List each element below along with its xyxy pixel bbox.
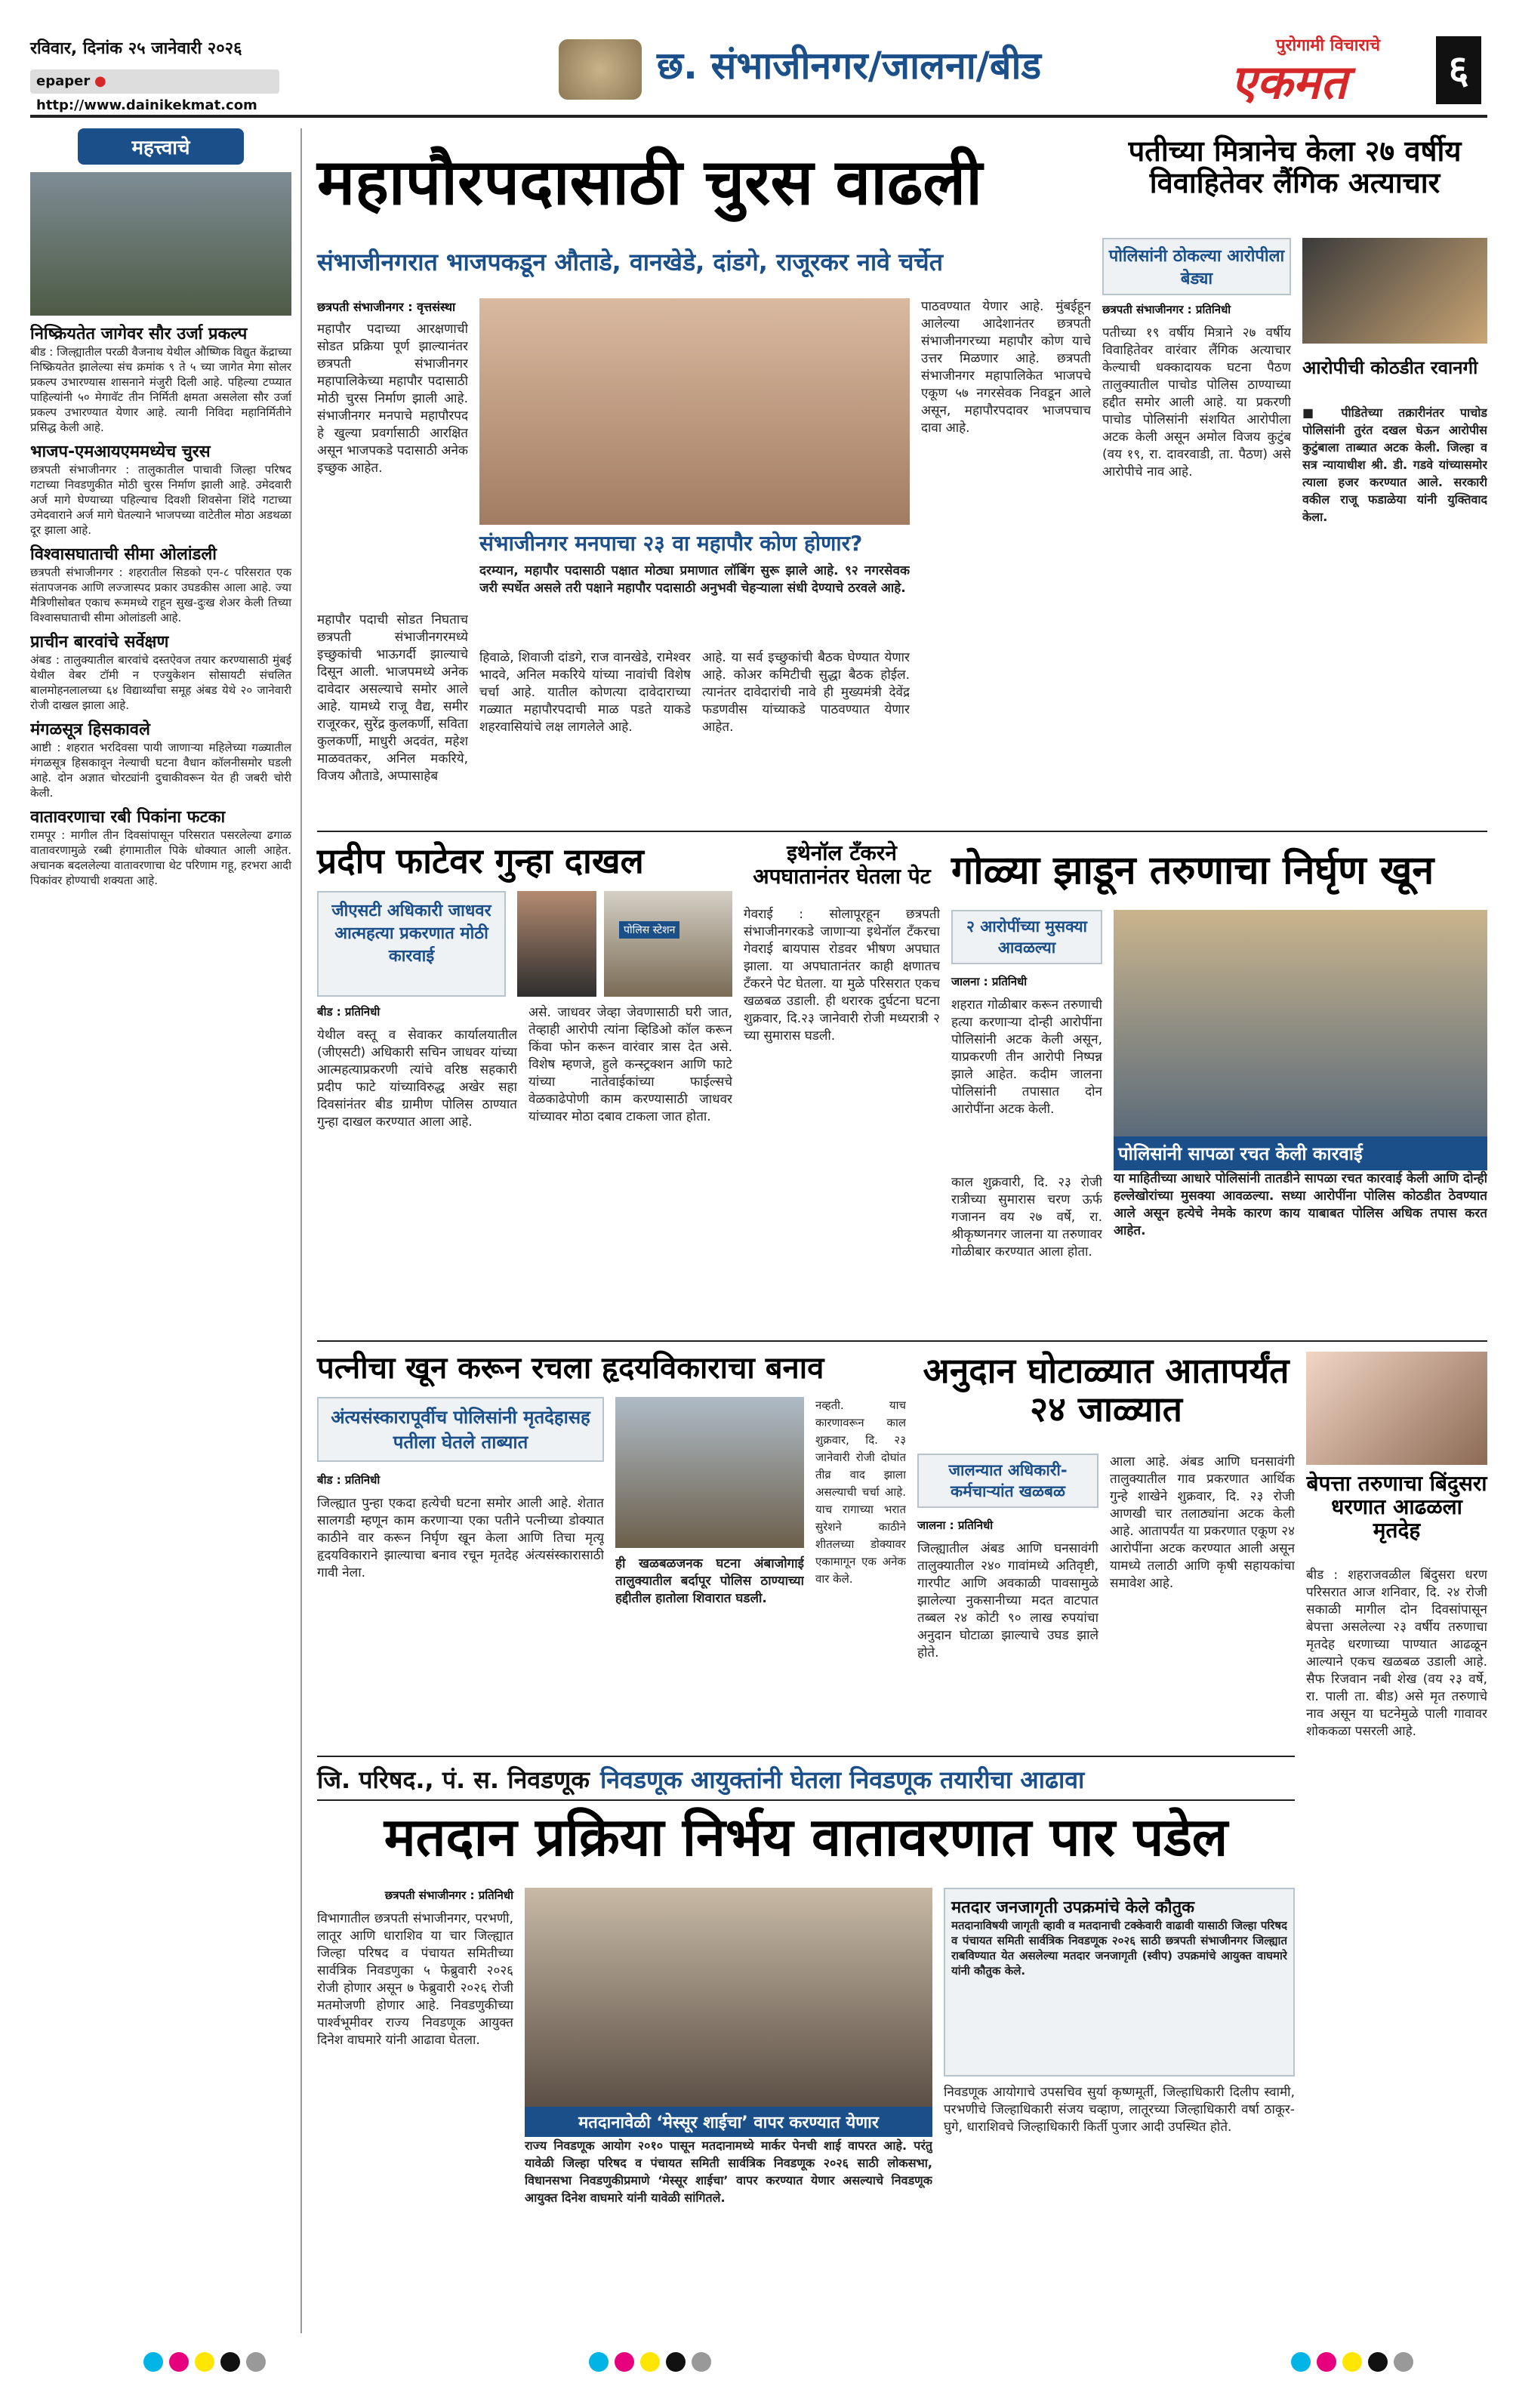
custody-body: ■ पीडितेच्या तक्रारीनंतर पाचोड पोलिसांनी तुरंत दखल घेऊन आरोपीस कुटुंबाला ताब्यात अटक केली. जिल्हा व सत्र न्यायाधीश श्री. डी. गडवे यांच्यासमोर त्याला हजर करण्यात आले. सरकारी वकील राजू फडाळेया यांनी युक्तिवाद केला.: [1302, 405, 1487, 524]
awareness-box: [944, 1888, 1295, 2077]
story-head: मंगळसूत्र हिसकावले: [30, 720, 150, 739]
cyan-dot: [1291, 2352, 1311, 2372]
cyan-dot: [589, 2352, 609, 2372]
story-body: बीड : जिल्ह्यातील परळी वैजनाथ येथील औष्णिक विद्युत केंद्राच्या निष्क्रियतेत झालेल्या संच क्रमांक ९ ते ५ च्या जागेत मेगा सोलर प्रकल्प उभारण्यास शासनाने मंजुरी दिली आहे. पहिल्या टप्प्यात पाहिल्यांनी ५० मेगावॅट तीन निर्मिती क्षमता असलेला सौर उर्जा प्रकल्प उभारण्यात येणार आहे. त्यानी निविदा महानिर्मितीने प्रसिद्ध केली आहे.: [30, 345, 291, 434]
election-dateline: छत्रपती संभाजीनगर : प्रतिनिधी: [384, 1888, 513, 1902]
cyan-dot: [143, 2352, 163, 2372]
sidebar: [30, 128, 302, 2333]
fate-dateline: बीड : प्रतिनिधी: [317, 1005, 381, 1019]
assault-body: पतीच्या १९ वर्षीय मित्राने २७ वर्षीय विवाहितेवर वारंवार लैंगिक अत्याचार केल्याची धक्कादायक घटना पैठण तालुक्यातील पाचोड पोलिस ठाण्याच्या हद्दीत समोर आली आहे. या प्रकरणी पाचोड पोलिसांनी संशयित आरोपीला अटक केली असून अमोल विजय कुटुंब (वय १९, रा. दावरवाडी, ता. पैठण) असे आरोपीचे नाव आहे.: [1102, 325, 1291, 479]
murder-tag: २ आरोपींच्या मुसक्या आवळल्या: [951, 910, 1102, 964]
divider: [317, 1340, 1487, 1342]
lead-body-5: पाठवण्यात येणार आहे. मुंबईहून आलेल्या आदेशानंतर छत्रपती संभाजीनगरच्या महापौर कोण याचे उत्तर मिळणार आहे. छत्रपती संभाजीनगर महापालिकेत भाजपचे एकूण ५७ नगरसेवक निवडून आले असून, महापौरपदावर भाजपचाच दावा आहे.: [921, 299, 1091, 436]
ink-caption: मतदानावेळी ‘मेस्सूर शाईचा’ वापर करण्यात येणार: [525, 2107, 932, 2137]
wife-murder-tag: अंत्यसंस्कारापूर्वीच पोलिसांनी मृतदेहासह पतीला घेतले ताब्यात: [317, 1397, 604, 1462]
election-body-2: निवडणूक आयोगाचे उपसचिव सुर्या कृष्णमूर्ती, जिल्हाधिकारी दिलीप स्वामी, परभणीचे जिल्हाधिकारी संजय चव्हाण, लातूरच्या जिल्हाधिकारी वर्षा ठाकूर-घुगे, धाराशिवचे जिल्हाधिकारी किर्ती पुजार आदी उपस्थित होते.: [944, 2085, 1295, 2135]
gray-dot: [246, 2352, 266, 2372]
sidebar-story: [30, 542, 291, 625]
dam-headline: बेपत्ता तरुणाचा बिंदुसरा धरणात आढळला मृतदेह: [1306, 1471, 1487, 1543]
lead-photo-caption: संभाजीनगर मनपाचा २३ वा महापौर कोण होणार?: [479, 531, 863, 556]
black-dot: [220, 2352, 240, 2372]
ethanol-headline: इथेनॉल टँकरने अपघातानंतर घेतला पेट: [753, 840, 931, 889]
site-url[interactable]: http://www.dainikekmat.com: [36, 97, 257, 113]
lead-body-1: महापौर पदाच्या आरक्षणाची सोडत प्रक्रिया पूर्ण झाल्यानंतर छत्रपती संभाजीनगर महापालिकेच्या महापौर पदासाठी मोठी चुरस निर्माण झाली आहे. संभाजीनगर मनपाचे महापौरपद हे खुल्या प्रवर्गासाठी आरक्षित असून भाजपकडे पदासाठी अनेक इच्छुक आहेत.: [317, 322, 468, 476]
wife-murder-headline: पत्नीचा खून करून रचला हृदयविकाराचा बनाव: [317, 1351, 824, 1386]
sidebar-story: [30, 630, 291, 713]
lead-deck: संभाजीनगरात भाजपकडून औताडे, वानखेडे, दांडगे, राजूरकर नावे चर्चेत: [317, 248, 943, 276]
subsidy-headline: अनुदान घोटाळ्यात आतापर्यंत २४ जाळ्यात: [923, 1350, 1290, 1429]
globe-icon: ●: [94, 73, 106, 89]
review-meeting-photo: [525, 1888, 932, 2107]
sidebar-story: [30, 805, 291, 888]
body-illustration: [1306, 1352, 1487, 1465]
yellow-dot: [195, 2352, 214, 2372]
wife-murder-body: जिल्ह्यात पुन्हा एकदा हत्येची घटना समोर आली आहे. शेतात सालगडी म्हणून काम करणाऱ्या एका पतीने पत्नीच्या डोक्यात काठीने वार करून निर्घृण खून केला आणि तिचा मृत्यू हृदयविकाराने झाल्याचा बनाव रचून मृतदेह अंत्यसंस्कारासाठी गावी नेला.: [317, 1496, 604, 1580]
arrest-caption: पोलिसांनी सापळा रचत केली कारवाई: [1114, 1136, 1487, 1170]
election-headline: मतदान प्रक्रिया निर्भय वातावरणात पार पडेल: [384, 1806, 1228, 1868]
lead-body-2: महापौर पदाची सोडत निघताच छत्रपती संभाजीनगरमध्ये इच्छुकांची भाऊगर्दी झाल्याचे दिसून आली. भाजपमध्ये अनेक दावेदार असल्याचे समोर आले आहे. यामध्ये राजू वैद्य, समीर राजूरकर, सुरेंद्र कुलकर्णी, सविता कुलकर्णी, माधुरी अदवंत, महेश माळवतकर, अनिल मकरिये, विजय औताडे, अप्पासाहेब: [317, 612, 468, 784]
awareness-head: मतदार जनजागृती उपक्रमांचे केले कौतुक: [951, 1898, 1195, 1917]
fate-headline: प्रदीप फाटेवर गुन्हा दाखल: [317, 840, 644, 881]
brand-tagline: पुरोगामी विचाराचे: [1276, 36, 1381, 55]
story-body: छत्रपती संभाजीनगर : तालुकातील पाचावी जिल्हा परिषद गटाच्या निवडणुकीत मोठी चुरस निर्माण झाली आहे. उमेदवारी अर्ज मागे घेण्याच्या पहिल्याच दिवशी शिवसेना शिंदे गटाच्या उमेदवाराने अर्ज मागे घेतल्याने भाजपच्या वाटेतील मोठा अडथळा दूर झाला आहे.: [30, 463, 291, 537]
murder-body: शहरात गोळीबार करून तरुणाची हत्या करणाऱ्या दोन्ही आरोपींना पोलिसांनी अटक केली असून, याप्रकरणी तीन आरोपी निष्पन्न झाले आहेत. कदीम जालना पोलिसांनी तपासात दोन आरोपींना अटक केली.: [951, 997, 1102, 1117]
section-title: छ. संभाजीनगर/जालना/बीड: [657, 44, 1042, 88]
municipal-building-photo: [479, 298, 910, 525]
story-head: प्राचीन बारवांचे सर्वेक्षण: [30, 633, 169, 652]
murder-body-2: काल शुक्रवारी, दि. २३ रोजी रात्रीच्या सुमारास चरण ऊर्फ गजानन वय २७ वर्षे, रा. श्रीकृष्णनगर जालना या तरुणावर गोळीबार करण्यात आला होता.: [951, 1175, 1102, 1259]
station-signboard: पोलिस स्टेशन: [619, 921, 679, 939]
story-head: विश्वासघाताची सीमा ओलांडली: [30, 545, 217, 564]
wife-murder-dateline: बीड : प्रतिनिधी: [317, 1473, 381, 1487]
assault-tag: पोलिसांनी ठोकल्या आरोपीला बेड्या: [1102, 238, 1291, 295]
solar-plant-photo: [30, 172, 291, 316]
story-body: रामपूर : मागील तीन दिवसांपासून परिसरात पसरलेल्या ढगाळ वातावरणामुळे रब्बी हंगामातील पिके धोक्यात आली आहेत. अचानक बदललेल्या वातावरणाचा थेट परिणाम गहू, हरभरा आदी पिकांवर होण्याची शक्यता आहे.: [30, 828, 291, 887]
murder-headline: गोळ्या झाडून तरुणाचा निर्घृण खून: [951, 848, 1434, 893]
story-body: अंबड : तालुक्यातील बारवांचे दस्तऐवज तयार करण्यासाठी मुंबई येथील वेबर टॉमी न एज्युकेशन सोसायटी संचलित बालमोहनलालच्या ६४ विद्यार्थ्यांचा समूह अंबड येथे २० जानेवारी रोजी दाखल झाला आहे.: [30, 653, 291, 712]
murder-dateline: जालना : प्रतिनिधी: [951, 975, 1028, 988]
lead-body-4: आहे. या सर्व इच्छुकांची बैठक घेण्यात येणार आहे. कोअर कमिटीची सुद्धा बैठक होईल. त्यानंतर दावेदारांची नावे ही मुख्यमंत्री देवेंद्र फडणवीस यांच्याकडे पाठवण्यात येणार आहेत.: [702, 650, 910, 735]
subsidy-tag: जालन्यात अधिकारी-कर्मचाऱ्यांत खळबळ: [917, 1454, 1098, 1508]
story-body: आष्टी : शहरात भरदिवसा पायी जाणाऱ्या महिलेच्या गळ्यातील मंगळसूत्र हिसकावून नेल्याची घटना वैधान कॉलनीसमोर घडली आहे. दोन अज्ञात चोरट्यांनी दुचाकीवरून येत ही जबरी चोरी केली.: [30, 741, 291, 800]
election-banner-right: निवडणूक आयुक्तांनी घेतला निवडणूक तयारीचा आढावा: [600, 1765, 1085, 1794]
fate-body: येथील वस्तू व सेवाकर कार्यालयातील (जीएसटी) अधिकारी सचिन जाधवर यांच्या आत्महत्याप्रकरणी त्यांचे वरिष्ठ सहकारी प्रदीप फाटे यांच्याविरुद्ध अखेर सहा दिवसांनंतर बीड ग्रामीण पोलिस ठाण्यात गुन्हा दाखल करण्यात आला आहे.: [317, 1028, 517, 1130]
ink-caption-body: राज्य निवडणूक आयोग २०१० पासून मतदानामध्ये मार्कर पेनची शाई वापरत आहे. परंतु यावेळी जिल्हा परिषद व पंचायत समिती सार्वत्रिक निवडणूक २०२६ साठी लोकसभा, विधानसभा निवडणुकीप्रमाणे ‘मेस्सूर शाईचा’ वापर करण्यात येणार असल्याचे निवडणूक आयुक्त दिनेश वाघमारे यांनी यावेळी सांगितले.: [525, 2138, 932, 2205]
wife-murder-body-2: नव्हती. याच कारणावरून काल शुक्रवार, दि. २३ जानेवारी रोजी दोघांत तीव्र वाद झाला असल्याची चर्चा आहे. याच रागाच्या भरात सुरेशने काठीने शीतलच्या डोक्यावर एकामागून एक अनेक वार केले.: [815, 1398, 906, 1586]
sidebar-story: [30, 322, 291, 435]
magenta-dot: [615, 2352, 634, 2372]
story-body: छत्रपती संभाजीनगर : शहरातील सिडको एन-८ परिसरात एक संतापजनक आणि लज्जास्पद प्रकार उघडकीस आला आहे. ज्या मैत्रिणीसोबत एकाच रूममध्ये राहून सुख-दुःख शेअर केली तिच्या विश्वासघाताची सीमा ओलांडली आहे.: [30, 566, 291, 624]
sidebar-label: महत्त्वाचे: [78, 128, 244, 165]
gray-dot: [692, 2352, 711, 2372]
subsidy-body-2: आला आहे. अंबड आणि घनसावंगी तालुक्यातील गाव प्रकरणात आर्थिक गुन्हे शाखेने शुक्रवार, दि. २३ रोजी आणखी चार तलाठ्यांना अटक केली आहे. आतापर्यंत या प्रकरणात एकूण २४ आरोपींना अटक करण्यात आली असून यामध्ये तलाठी आणि कृषी सहायकांचा समावेश आहे.: [1110, 1454, 1295, 1591]
election-body: विभागातील छत्रपती संभाजीनगर, परभणी, लातूर आणि धाराशिव या चार जिल्ह्यात जिल्हा परिषद व पंचायत समितीच्या सार्वत्रिक निवडणुका ५ फेब्रुवारी २०२६ रोजी होणार असून ७ फेब्रुवारी २०२६ रोजी मतमोजणी होणार आहे. निवडणुकीच्या पार्श्वभूमीवर राज्य निवडणूक आयुक्त दिनेश वाघमारे यांनी आढावा घेतला.: [317, 1911, 513, 2048]
crime-scene-photo: [615, 1397, 804, 1548]
crime-scene-caption: ही खळबळजनक घटना अंबाजोगाई तालुक्यातील बर्दापूर पोलिस ठाण्याच्या हद्दीतील हातोला शिवारात घडली.: [615, 1556, 804, 1606]
magenta-dot: [169, 2352, 189, 2372]
election-banner-left: जि. परिषद., पं. स. निवडणूक: [317, 1765, 590, 1794]
sidebar-story: [30, 439, 291, 538]
page-number: ६: [1436, 36, 1481, 104]
print-registration-marks: [589, 2352, 717, 2375]
yellow-dot: [1342, 2352, 1362, 2372]
lead-body-3: हिवाळे, शिवाजी दांडगे, राज वानखेडे, रामेश्वर भादवे, अनिल मकरिये यांच्या नावांची विशेष चर्चा आहे. यातील कोणत्या दावेदाराच्या गळ्यात महापौरपदाची माळ पडते याकडे शहरवासियांचे लक्ष लागलेले आहे.: [479, 650, 691, 735]
magenta-dot: [1317, 2352, 1336, 2372]
election-banner: [317, 1756, 1295, 1801]
story-head: भाजप-एमआयएममध्येच चुरस: [30, 442, 211, 461]
city-emblem: [559, 39, 642, 100]
print-registration-marks: [1291, 2352, 1419, 2375]
officer-portrait: [517, 891, 596, 997]
murder-body-3: या माहितीच्या आधारे पोलिसांनी तातडीने सापळा रचत कारवाई केली आणि दोन्ही हल्लेखोरांच्या मुसक्या आवळल्या. सध्या आरोपींना पोलिस कोठडीत ठेवण्यात आले असून हत्येचे नेमके कारण काय याबाबत पोलिस अधिक तपास करत आहेत.: [1114, 1171, 1487, 1238]
police-station-photo: [604, 891, 732, 997]
issue-date: रविवार, दिनांक २५ जानेवारी २०२६: [30, 39, 242, 58]
assault-headline: पतीच्या मित्रानेच केला २७ वर्षीय विवाहितेवर लैंगिक अत्याचार: [1128, 134, 1462, 199]
fate-body-2: असे. जाधवर जेव्हा जेवणासाठी घरी जात, तेव्हाही आरोपी त्यांना व्हिडिओ कॉल करून किंवा फोन करून वारंवार त्रास देत असे. विशेष म्हणजे, हुले कन्स्ट्रक्शन आणि फाटे यांच्या नातेवाईकांच्या फाईल्सचे वेळकाढेपोणी काम करण्यासाठी जाधवर यांच्यावर मोठा दबाव टाकला जात होता.: [528, 1005, 732, 1124]
black-dot: [666, 2352, 686, 2372]
awareness-body: मतदानाविषयी जागृती व्हावी व मतदानाची टक्केवारी वाढावी यासाठी जिल्हा परिषद व पंचायत समिती सार्वत्रिक निवडणूक २०२६ साठी छत्रपती संभाजीनगर जिल्ह्यात राबविण्यात येत असलेल्या मतदार जनजागृती (स्वीप) उपक्रमांचे आयुक्त वाघमारे यांनी कौतुक केले.: [951, 1919, 1287, 1978]
epaper-label: epaper: [36, 73, 91, 89]
story-head: निष्क्रियतेत जागेवर सौर उर्जा प्रकल्प: [30, 325, 248, 344]
divider: [317, 831, 1487, 832]
custody-head: आरोपीची कोठडीत रवानगी: [1302, 357, 1478, 378]
print-registration-marks: [143, 2352, 272, 2375]
assault-dateline: छत्रपती संभाजीनगर : प्रतिनिधी: [1102, 303, 1231, 316]
arrest-photo: [1114, 910, 1487, 1136]
sidebar-story: [30, 717, 291, 800]
story-head: वातावरणाचा रबी पिकांना फटका: [30, 808, 226, 827]
lead-headline: महापौरपदासाठी चुरस वाढली: [317, 145, 983, 219]
dam-body: बीड : शहराजवळील बिंदुसरा धरण परिसरात आज शनिवार, दि. २४ रोजी सकाळी मागील दोन दिवसांपासून बेपत्ता असलेल्या २३ वर्षीय तरुणाचा मृतदेह धरणाच्या पाण्यात आढळून आल्याने एकच खळबळ उडाली आहे. सैफ रिजवान नबी शेख (वय २३ वर्षे, रा. पाली ता. बीड) असे मृत तरुणाचे नाव असून या घटनेमुळे पाली गावावर शोककळा पसरली आहे.: [1306, 1568, 1487, 1739]
epaper-link[interactable]: [30, 69, 279, 113]
yellow-dot: [640, 2352, 660, 2372]
lead-dateline: छत्रपती संभाजीनगर : वृत्तसंस्था: [317, 300, 456, 314]
gray-dot: [1394, 2352, 1413, 2372]
assault-illustration: [1302, 238, 1487, 344]
subsidy-body: जिल्ह्यातील अंबड आणि घनसावंगी तालुक्यातील २४० गावांमध्ये अतिवृष्टी, गारपीट आणि अवकाळी पावसामुळे झालेल्या नुकसानीच्या मदत वाटपात तब्बल २४ कोटी ९० लाख रुपयांचा अनुदान घोटाळा झाल्याचे उघड झाले होते.: [917, 1541, 1098, 1660]
masthead-rule: [30, 115, 1487, 118]
subsidy-dateline: जालना : प्रतिनिधी: [917, 1518, 994, 1532]
brand-name: एकमत: [1231, 54, 1348, 109]
ethanol-body: गेवराई : सोलापूरहून छत्रपती संभाजीनगरकडे जाणाऱ्या इथेनॉल टँकरचा गेवराई बायपास रोडवर भीषण अपघात झाला. या अपघातानंतर काही क्षणातच टँकरने पेट घेतला. या मुळे परिसरात एकच खळबळ उडाली. ही थरारक दुर्घटना घटना शुक्रवार, दि.२३ जानेवारी रोजी मध्यरात्री २ च्या सुमारास घडली.: [744, 907, 940, 1044]
fate-deck: जीएसटी अधिकारी जाधवर आत्महत्या प्रकरणात मोठी कारवाई: [317, 891, 506, 997]
masthead: [30, 30, 1487, 113]
lead-caption-body: दरम्यान, महापौर पदासाठी पक्षात मोठ्या प्रमाणात लॉबिंग सुरू झाले आहे. ९२ नगरसेवक जरी स्पर्धेत असले तरी पक्षाने महापौर पदासाठी अनुभवी चेहऱ्याला संधी देण्याचे ठरवले आहे.: [479, 563, 910, 596]
black-dot: [1368, 2352, 1388, 2372]
brand-logo: [1193, 33, 1427, 109]
